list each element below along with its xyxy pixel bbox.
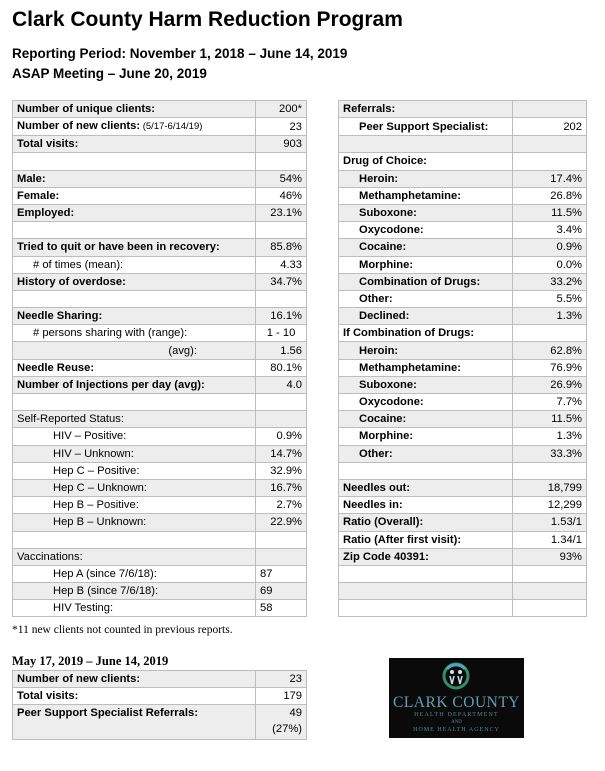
logo-title: CLARK COUNTY xyxy=(393,694,520,711)
referrals-percent: (27%) xyxy=(272,723,302,736)
column-gap xyxy=(307,479,339,496)
column-gap xyxy=(307,462,339,479)
row-value: 85.8% xyxy=(256,239,307,256)
row-value: 26.8% xyxy=(513,187,587,204)
column-gap xyxy=(307,411,339,428)
row-label: HIV – Positive: xyxy=(13,428,256,445)
row-value: 16.7% xyxy=(256,479,307,496)
row-value: 46% xyxy=(256,187,307,204)
row-label: Other: xyxy=(339,290,513,307)
row-label xyxy=(13,394,256,411)
row-value xyxy=(256,411,307,428)
row-label: Female: xyxy=(13,187,256,204)
logo-subtitle-agency: HOME HEALTH AGENCY xyxy=(413,727,500,733)
row-label: Hep C – Positive: xyxy=(13,462,256,479)
table-row xyxy=(13,273,587,290)
column-gap xyxy=(307,531,339,548)
row-value xyxy=(256,548,307,565)
row-label: Methamphetamine: xyxy=(339,187,513,204)
table-row xyxy=(13,548,587,565)
row-label: Morphine: xyxy=(339,256,513,273)
row-value: 18,799 xyxy=(513,479,587,496)
table-row xyxy=(13,531,587,548)
row-value: 34.7% xyxy=(256,273,307,290)
row-label: Hep C – Unknown: xyxy=(13,479,256,496)
row-value xyxy=(513,583,587,600)
row-label: Number of new clients: xyxy=(13,671,256,688)
row-label: If Combination of Drugs: xyxy=(339,325,513,342)
row-label xyxy=(339,583,513,600)
table-row xyxy=(13,256,587,273)
column-gap xyxy=(307,359,339,376)
column-gap xyxy=(307,239,339,256)
row-label xyxy=(339,462,513,479)
column-gap xyxy=(307,497,339,514)
column-gap xyxy=(307,273,339,290)
row-value xyxy=(256,394,307,411)
row-label: Tried to quit or have been in recovery: xyxy=(13,239,256,256)
table-row xyxy=(13,445,587,462)
row-value: 4.33 xyxy=(256,256,307,273)
row-label: Needle Sharing: xyxy=(13,308,256,325)
row-value xyxy=(256,531,307,548)
row-value: 23 xyxy=(256,671,307,688)
row-label: Oxycodone: xyxy=(339,394,513,411)
table-row xyxy=(13,170,587,187)
table-row xyxy=(13,187,587,204)
row-label: Morphine: xyxy=(339,428,513,445)
row-label: Heroin: xyxy=(339,342,513,359)
row-value: 87 xyxy=(256,565,307,582)
table-row xyxy=(13,359,587,376)
row-value xyxy=(256,222,307,239)
row-value: 23.1% xyxy=(256,204,307,221)
table-row xyxy=(13,153,587,170)
row-label: Self-Reported Status: xyxy=(13,411,256,428)
statistics-table xyxy=(12,100,587,617)
row-label: Peer Support Specialist: xyxy=(339,118,513,136)
reporting-period: Reporting Period: November 1, 2018 – June 14, 2019 xyxy=(12,46,348,61)
row-value xyxy=(513,153,587,170)
clark-county-logo xyxy=(389,658,524,738)
row-value: 0.9% xyxy=(256,428,307,445)
row-value: 1.53/1 xyxy=(513,514,587,531)
row-label: History of overdose: xyxy=(13,273,256,290)
row-label: Number of unique clients: xyxy=(13,101,256,118)
table-row xyxy=(13,600,587,617)
table-row xyxy=(13,411,587,428)
row-value xyxy=(513,600,587,617)
row-value xyxy=(513,101,587,118)
column-gap xyxy=(307,118,339,136)
column-gap xyxy=(307,136,339,153)
row-label: Total visits: xyxy=(13,136,256,153)
row-label: Total visits: xyxy=(13,688,256,705)
table-row xyxy=(13,688,307,705)
row-value: 23 xyxy=(256,118,307,136)
table-row xyxy=(13,204,587,221)
table-row xyxy=(13,671,307,688)
row-value: 54% xyxy=(256,170,307,187)
column-gap xyxy=(307,187,339,204)
footnote: *11 new clients not counted in previous reports. xyxy=(12,624,233,636)
row-label xyxy=(339,136,513,153)
column-gap xyxy=(307,222,339,239)
table-row xyxy=(13,428,587,445)
column-gap xyxy=(307,428,339,445)
meeting-date: ASAP Meeting – June 20, 2019 xyxy=(12,66,207,81)
row-label: Ratio (After first visit): xyxy=(339,531,513,548)
row-value: 4.0 xyxy=(256,376,307,393)
row-label: Heroin: xyxy=(339,170,513,187)
row-label xyxy=(13,222,256,239)
row-value: 202 xyxy=(513,118,587,136)
column-gap xyxy=(307,308,339,325)
row-label: # of times (mean): xyxy=(13,256,256,273)
column-gap xyxy=(307,376,339,393)
row-label xyxy=(13,153,256,170)
row-value xyxy=(256,290,307,307)
row-label: Suboxone: xyxy=(339,204,513,221)
row-value: 58 xyxy=(256,600,307,617)
row-value: 3.4% xyxy=(513,222,587,239)
row-label: Combination of Drugs: xyxy=(339,273,513,290)
row-label: Hep B – Positive: xyxy=(13,497,256,514)
recent-period-title: May 17, 2019 – June 14, 2019 xyxy=(12,654,169,668)
table-row xyxy=(13,583,587,600)
row-value: 11.5% xyxy=(513,204,587,221)
row-value xyxy=(513,462,587,479)
row-label: Oxycodone: xyxy=(339,222,513,239)
row-label: Other: xyxy=(339,445,513,462)
table-row xyxy=(13,136,587,153)
logo-subtitle-and: AND xyxy=(451,720,462,725)
column-gap xyxy=(307,290,339,307)
table-row xyxy=(13,565,587,582)
row-label: Cocaine: xyxy=(339,239,513,256)
table-row xyxy=(13,394,587,411)
row-value: 16.1% xyxy=(256,308,307,325)
row-label: HIV – Unknown: xyxy=(13,445,256,462)
row-label: Needles in: xyxy=(339,497,513,514)
row-value: 0.0% xyxy=(513,256,587,273)
row-value: 1.56 xyxy=(256,342,307,359)
row-value: 33.3% xyxy=(513,445,587,462)
table-row xyxy=(13,101,587,118)
table-row xyxy=(13,514,587,531)
row-label: HIV Testing: xyxy=(13,600,256,617)
row-label: Employed: xyxy=(13,204,256,221)
row-value: 200* xyxy=(256,101,307,118)
row-value: 76.9% xyxy=(513,359,587,376)
row-label: Hep B (since 7/6/18): xyxy=(13,583,256,600)
row-value: 903 xyxy=(256,136,307,153)
recent-period-table xyxy=(12,670,307,740)
row-label: Declined: xyxy=(339,308,513,325)
column-gap xyxy=(307,256,339,273)
row-label: Vaccinations: xyxy=(13,548,256,565)
row-value xyxy=(513,136,587,153)
row-value: 12,299 xyxy=(513,497,587,514)
new-clients-dates: (5/17-6/14/19) xyxy=(140,121,203,133)
table-row xyxy=(13,497,587,514)
column-gap xyxy=(307,342,339,359)
row-value xyxy=(513,565,587,582)
row-value xyxy=(513,325,587,342)
table-row xyxy=(13,376,587,393)
row-label: Hep B – Unknown: xyxy=(13,514,256,531)
column-gap xyxy=(307,565,339,582)
row-label: (avg): xyxy=(13,342,256,359)
row-value: 22.9% xyxy=(256,514,307,531)
row-label: Ratio (Overall): xyxy=(339,514,513,531)
row-label xyxy=(13,531,256,548)
column-gap xyxy=(307,514,339,531)
column-gap xyxy=(307,204,339,221)
row-value xyxy=(256,153,307,170)
row-value: 179 xyxy=(256,688,307,705)
column-gap xyxy=(307,153,339,170)
page-title: Clark County Harm Reduction Program xyxy=(12,8,403,31)
row-label: Drug of Choice: xyxy=(339,153,513,170)
column-gap xyxy=(307,394,339,411)
row-label xyxy=(339,565,513,582)
row-label xyxy=(13,290,256,307)
row-label: Male: xyxy=(13,170,256,187)
row-value: 14.7% xyxy=(256,445,307,462)
column-gap xyxy=(307,325,339,342)
row-value: 0.9% xyxy=(513,239,587,256)
row-value: 62.8% xyxy=(513,342,587,359)
logo-subtitle: HEALTH DEPARTMENT xyxy=(414,712,499,718)
table-row xyxy=(13,479,587,496)
referrals-count: 49 xyxy=(289,707,302,720)
row-label: Number of new clients: (5/17-6/14/19) xyxy=(13,118,256,136)
row-value: 80.1% xyxy=(256,359,307,376)
row-value: 26.9% xyxy=(513,376,587,393)
column-gap xyxy=(307,600,339,617)
table-row xyxy=(13,290,587,307)
row-label: Methamphetamine: xyxy=(339,359,513,376)
table-row xyxy=(13,325,587,342)
row-value xyxy=(256,705,307,740)
column-gap xyxy=(307,548,339,565)
row-label: Needles out: xyxy=(339,479,513,496)
table-row xyxy=(13,342,587,359)
row-label: Hep A (since 7/6/18): xyxy=(13,565,256,582)
row-value: 33.2% xyxy=(513,273,587,290)
column-gap xyxy=(307,445,339,462)
table-row xyxy=(13,308,587,325)
row-value: 1.34/1 xyxy=(513,531,587,548)
row-value: 69 xyxy=(256,583,307,600)
row-label xyxy=(339,600,513,617)
row-label: Needle Reuse: xyxy=(13,359,256,376)
row-value: 7.7% xyxy=(513,394,587,411)
table-row xyxy=(13,705,307,740)
row-value: 5.5% xyxy=(513,290,587,307)
table-row xyxy=(13,222,587,239)
row-value: 11.5% xyxy=(513,411,587,428)
table-row xyxy=(13,118,587,136)
column-gap xyxy=(307,101,339,118)
row-label: Suboxone: xyxy=(339,376,513,393)
row-value: 32.9% xyxy=(256,462,307,479)
row-value: 93% xyxy=(513,548,587,565)
row-value: 17.4% xyxy=(513,170,587,187)
row-value: 1 - 10 xyxy=(256,325,307,342)
row-value: 1.3% xyxy=(513,308,587,325)
row-label: Peer Support Specialist Referrals: xyxy=(13,705,256,740)
row-label: Cocaine: xyxy=(339,411,513,428)
row-label: # persons sharing with (range): xyxy=(13,325,256,342)
column-gap xyxy=(307,583,339,600)
table-row xyxy=(13,239,587,256)
row-value: 2.7% xyxy=(256,497,307,514)
row-label: Zip Code 40391: xyxy=(339,548,513,565)
row-label: Number of Injections per day (avg): xyxy=(13,376,256,393)
row-value: 1.3% xyxy=(513,428,587,445)
table-row xyxy=(13,462,587,479)
column-gap xyxy=(307,170,339,187)
row-label: Referrals: xyxy=(339,101,513,118)
